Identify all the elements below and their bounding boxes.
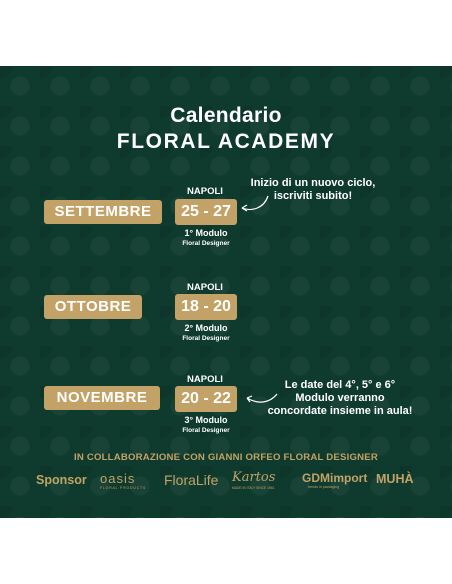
kartos-logo: Kartos bbox=[232, 470, 276, 485]
note-line: iscriviti subito! bbox=[273, 190, 353, 202]
poster-subtitle: FLORAL ACADEMY bbox=[116, 130, 336, 153]
floralife-logo: FloraLife bbox=[164, 472, 219, 488]
calendar-poster bbox=[0, 66, 452, 518]
sponsor-label: Sponsor bbox=[36, 473, 87, 487]
module-subtitle: Floral Designer bbox=[182, 240, 230, 247]
collaboration-text: IN COLLABORAZIONE CON GIANNI ORFEO FLORAL DESIGNER bbox=[73, 452, 379, 463]
date-badge: 25 - 27 bbox=[175, 199, 237, 225]
date-badge: 20 - 22 bbox=[175, 386, 237, 412]
module-label: 1° Modulo bbox=[184, 228, 228, 238]
gdm-import-logo-subtitle: trends in packaging bbox=[308, 485, 340, 489]
month-badge-settembre: SETTEMBRE bbox=[44, 200, 162, 224]
muha-logo: MUHÀ bbox=[376, 472, 414, 486]
note-line: Le date del 4°, 5° e 6° bbox=[284, 379, 396, 391]
poster-title: Calendario bbox=[170, 104, 282, 127]
city-label: NAPOLI bbox=[187, 282, 223, 293]
note-line: Inizio di un nuovo ciclo, bbox=[250, 177, 376, 189]
city-label: NAPOLI bbox=[187, 374, 223, 385]
note-line: concordate insieme in aula! bbox=[267, 405, 413, 417]
note-line: Modulo verranno bbox=[295, 392, 385, 404]
module-label: 2° Modulo bbox=[184, 323, 228, 333]
sponsor-logos bbox=[36, 470, 416, 492]
date-badge: 18 - 20 bbox=[175, 294, 237, 320]
module-subtitle: Floral Designer bbox=[182, 427, 230, 434]
gdm-import-logo: GDMimport bbox=[302, 471, 368, 485]
month-badge-novembre: NOVEMBRE bbox=[44, 386, 160, 410]
module-label: 3° Modulo bbox=[184, 415, 228, 425]
oasis-logo-subtitle: FLORAL PRODUCTS bbox=[100, 486, 147, 490]
note-future-modules bbox=[255, 379, 425, 418]
module-subtitle: Floral Designer bbox=[182, 335, 230, 342]
month-badge-ottobre: OTTOBRE bbox=[44, 295, 142, 319]
city-label: NAPOLI bbox=[187, 186, 223, 197]
kartos-logo-subtitle: MADE IN ITALY SINCE 1961 bbox=[232, 486, 275, 490]
note-new-cycle bbox=[248, 177, 378, 203]
oasis-logo: oasis bbox=[100, 471, 136, 486]
